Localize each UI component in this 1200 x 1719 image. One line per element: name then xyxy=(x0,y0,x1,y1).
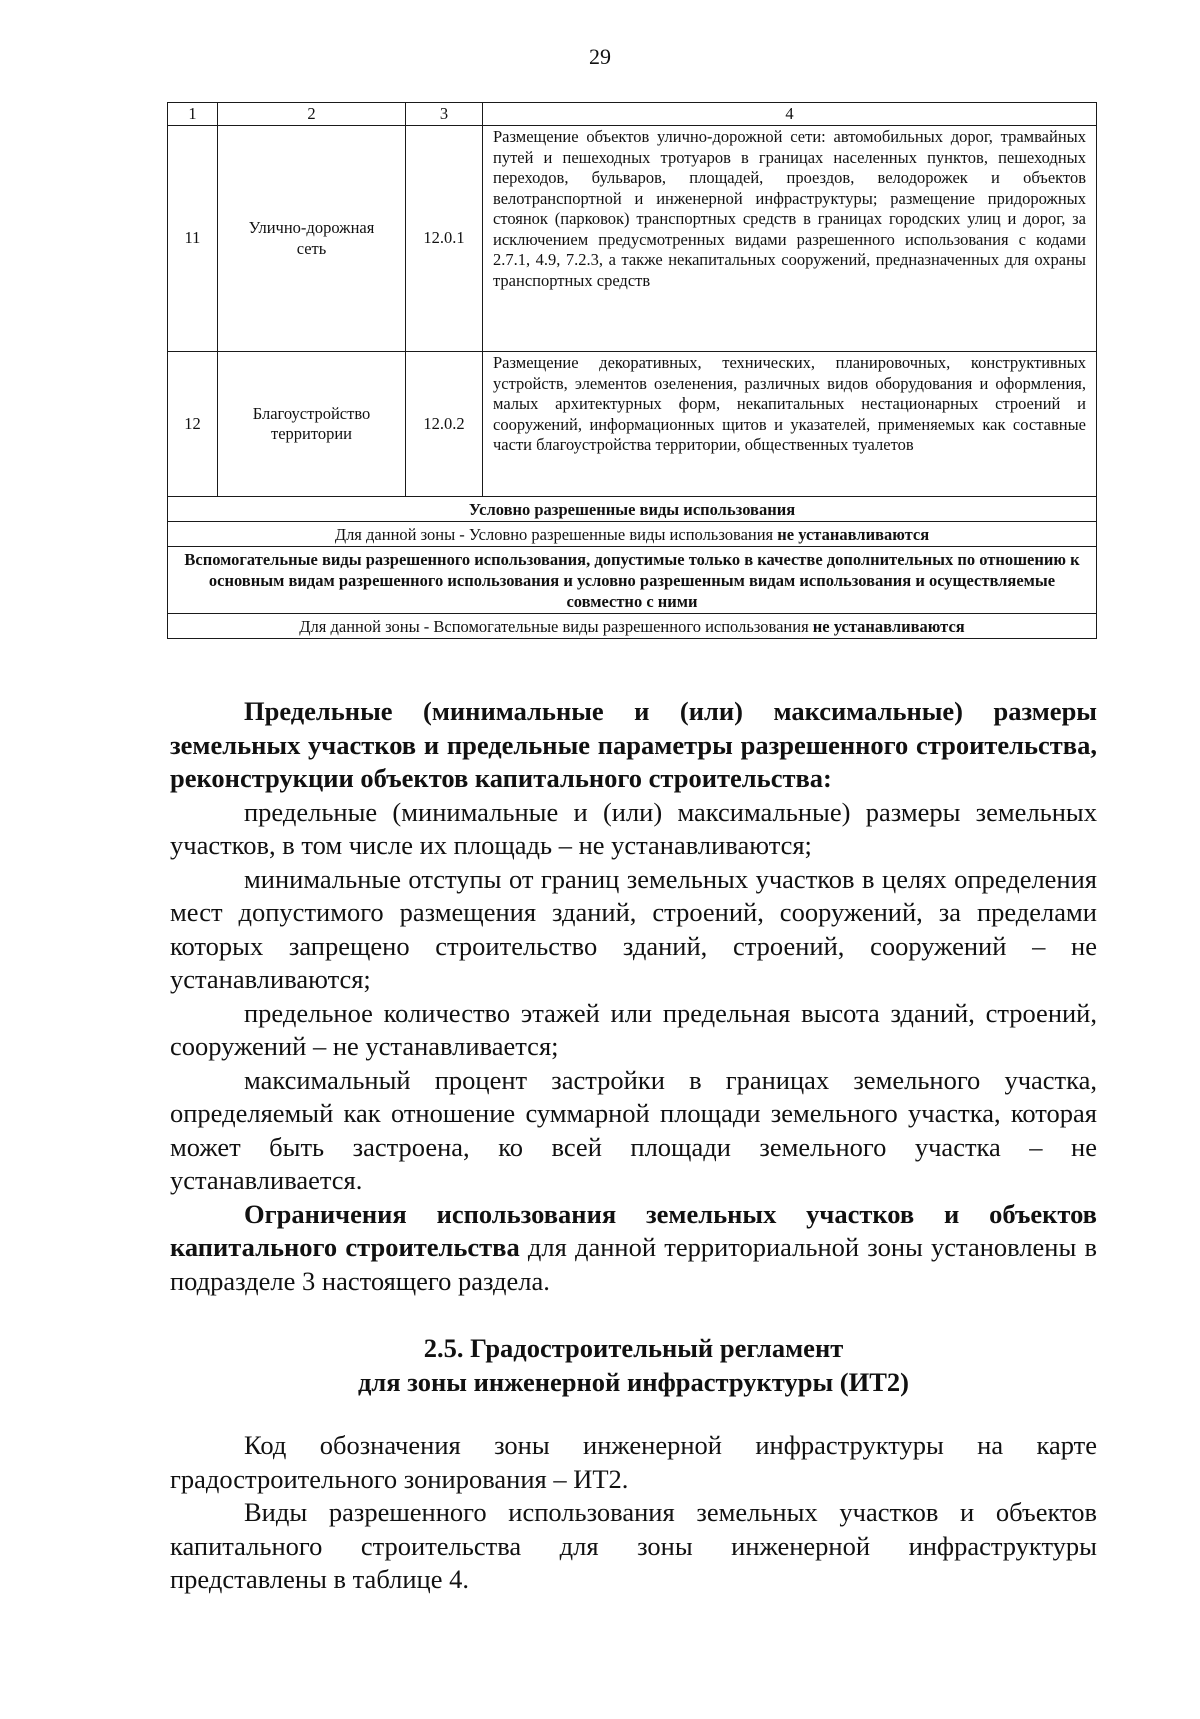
row-name: Улично-дорожная сеть xyxy=(218,126,406,352)
paragraph-usage-types: Виды разрешенного использования земельных участков и объектов капитального строительства для зоны инженерной инфраструктуры представлены в таблице 4. xyxy=(170,1497,1097,1594)
conditional-heading-row xyxy=(168,497,1097,522)
auxiliary-note xyxy=(168,614,1097,639)
section-heading-line2: для зоны инженерной инфраструктуры (ИТ2) xyxy=(358,1366,909,1397)
auxiliary-note-text: Для данной зоны - Вспомогательные виды разрешенного использования xyxy=(299,616,813,636)
header-cell-1: 1 xyxy=(168,103,218,126)
conditional-note-row xyxy=(168,522,1097,547)
conditional-note xyxy=(168,522,1097,547)
row-code: 12.0.1 xyxy=(406,126,483,352)
paragraph-restrictions xyxy=(170,1198,1097,1299)
section-heading xyxy=(170,1332,1097,1399)
auxiliary-heading: Вспомогательные виды разрешенного использования, допустимые только в качестве дополнительных по отношению к основным видам разрешенного использования и условно разрешенным видам использования и осуществляемые совместно с ними xyxy=(168,547,1097,614)
auxiliary-note-row xyxy=(168,614,1097,639)
row-description: Размещение декоративных, технических, планировочных, конструктивных устройств, элементов озеленения, различных видов оборудования и оформления, малых архитектурных форм, некапитальных нестационарных строений и сооружений, информационных щитов и указателей, применяемых как составные части благоустройства территории, общественных туалетов xyxy=(483,352,1097,497)
paragraph-zone-code: Код обозначения зоны инженерной инфраструктуры на карте градостроительного зонирования – ИТ2. xyxy=(170,1430,1097,1494)
row-name: Благоустройство территории xyxy=(218,352,406,497)
document-body xyxy=(170,695,1097,1597)
table-header-row xyxy=(168,103,1097,126)
header-cell-4: 4 xyxy=(483,103,1097,126)
conditional-note-text: Для данной зоны - Условно разрешенные виды использования xyxy=(334,524,778,544)
header-cell-2: 2 xyxy=(218,103,406,126)
paragraph-plot-sizes: предельные (минимальные и (или) максимальные) размеры земельных участков, в том числе их площадь – не устанавливаются; xyxy=(170,796,1097,860)
row-description: Размещение объектов улично-дорожной сети: автомобильных дорог, трамвайных путей и пешеходных тротуаров в границах населенных пунктов, пешеходных переходов, бульваров, площадей, проездов, велодорожек и объектов велотранспортной и инженерной инфраструктуры; размещение придорожных стоянок (парковок) транспортных средств в границах городских улиц и дорог, за исключением предусмотренных видами разрешенного использования с кодами 2.7.1, 4.9, 7.2.3, а также некапитальных сооружений, предназначенных для охраны транспортных средств xyxy=(483,126,1097,352)
page-number: 29 xyxy=(589,44,611,69)
paragraph-floors: предельное количество этажей или предельная высота зданий, строений, сооружений – не устанавливается; xyxy=(170,997,1097,1061)
table-row xyxy=(168,126,1097,352)
paragraph-coverage: максимальный процент застройки в границах земельного участка, определяемый как отношение суммарной площади земельного участка, которая может быть застроена, ко всей площади земельного участка – не устанавливается. xyxy=(170,1064,1097,1195)
restrictions-bold: Ограничения использования земельных участков и объектов капитального строительства xyxy=(170,1198,1097,1262)
regulation-table xyxy=(167,102,1097,639)
table-row xyxy=(168,352,1097,497)
paragraph-setbacks: минимальные отступы от границ земельных участков в целях определения мест допустимого размещения зданий, строений, сооружений, за пределами которых запрещено строительство зданий, строений, сооружений – не устанавливаются; xyxy=(170,863,1097,994)
row-number: 11 xyxy=(168,126,218,352)
header-cell-3: 3 xyxy=(406,103,483,126)
auxiliary-heading-row xyxy=(168,547,1097,614)
regulation-table-wrapper xyxy=(167,102,1096,639)
conditional-note-emphasis: не устанавливаются xyxy=(777,524,930,544)
limits-heading: Предельные (минимальные и (или) максимальные) размеры земельных участков и предельные параметры разрешенного строительства, реконструкции объектов капитального строительства: xyxy=(170,696,1097,793)
row-number: 12 xyxy=(168,352,218,497)
section-heading-line1: 2.5. Градостроительный регламент xyxy=(423,1333,844,1363)
auxiliary-note-emphasis: не устанавливаются xyxy=(812,616,965,636)
restrictions-text: для данной территориальной зоны установлены в подразделе 3 настоящего раздела. xyxy=(170,1232,1097,1296)
row-code: 12.0.2 xyxy=(406,352,483,497)
conditional-heading: Условно разрешенные виды использования xyxy=(168,497,1097,522)
